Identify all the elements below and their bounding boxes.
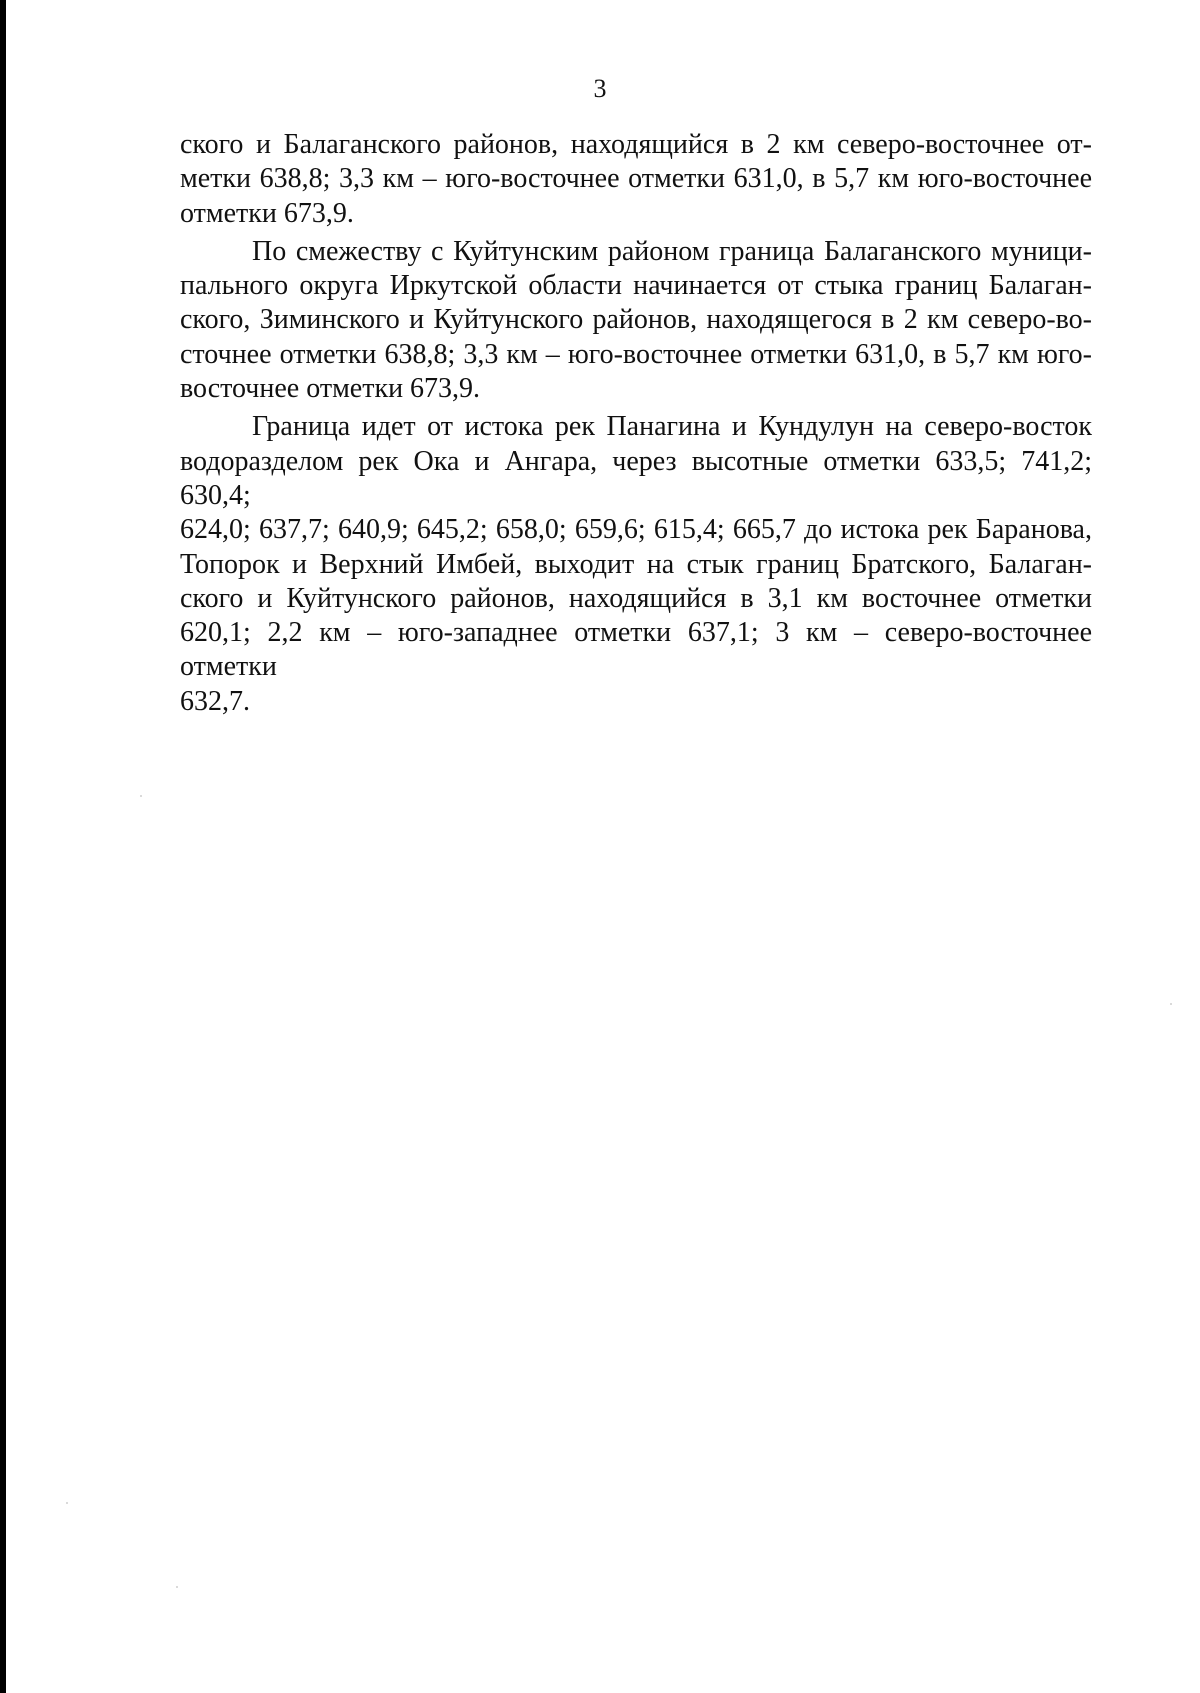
scan-speck (1170, 1003, 1172, 1005)
scan-edge-shadow (0, 0, 6, 1693)
document-body (180, 128, 1092, 719)
scan-speck (66, 1502, 68, 1504)
text-line: По смежеству с Куйтунским районом граница Балаганского муници- (252, 235, 1092, 267)
text-line: 632,7. (180, 685, 250, 717)
text-line: сточнее отметки 638,8; 3,3 км – юго-восточнее отметки 631,0, в 5,7 км юго- (180, 338, 1092, 370)
text-line: ского, Зиминского и Куйтунского районов, находящегося в 2 км северо-во- (180, 304, 1092, 336)
text-line: ского и Балаганского районов, находящийся в 2 км северо-восточнее от- (180, 129, 1092, 160)
text-line: Граница идет от истока рек Панагина и Кундулун на северо-восток (252, 411, 1092, 443)
text-line: 620,1; 2,2 км – юго-западнее отметки 637,1; 3 км – северо-восточнее отметки (180, 617, 1092, 683)
scan-speck (176, 1586, 178, 1588)
text-line: 624,0; 637,7; 640,9; 645,2; 658,0; 659,6; 615,4; 665,7 до истока рек Баранова, (180, 514, 1092, 546)
paragraph-1 (180, 128, 1092, 231)
text-line: водоразделом рек Ока и Ангара, через высотные отметки 633,5; 741,2; 630,4; (180, 445, 1092, 511)
text-line: восточнее отметки 673,9. (180, 373, 481, 405)
paragraph-3 (180, 410, 1092, 719)
paragraph-2 (180, 235, 1092, 406)
text-line: метки 638,8; 3,3 км – юго-восточнее отметки 631,0, в 5,7 км юго-восточнее (180, 163, 1092, 195)
text-line: ского и Куйтунского районов, находящийся в 3,1 км восточнее отметки (180, 582, 1092, 614)
text-line: пального округа Иркутской области начинается от стыка границ Балаган- (180, 270, 1092, 302)
page-number: 3 (593, 74, 607, 103)
text-line: отметки 673,9. (180, 197, 354, 229)
scan-speck (140, 795, 142, 797)
text-line: Топорок и Верхний Имбей, выходит на стык границ Братского, Балаган- (180, 548, 1092, 580)
